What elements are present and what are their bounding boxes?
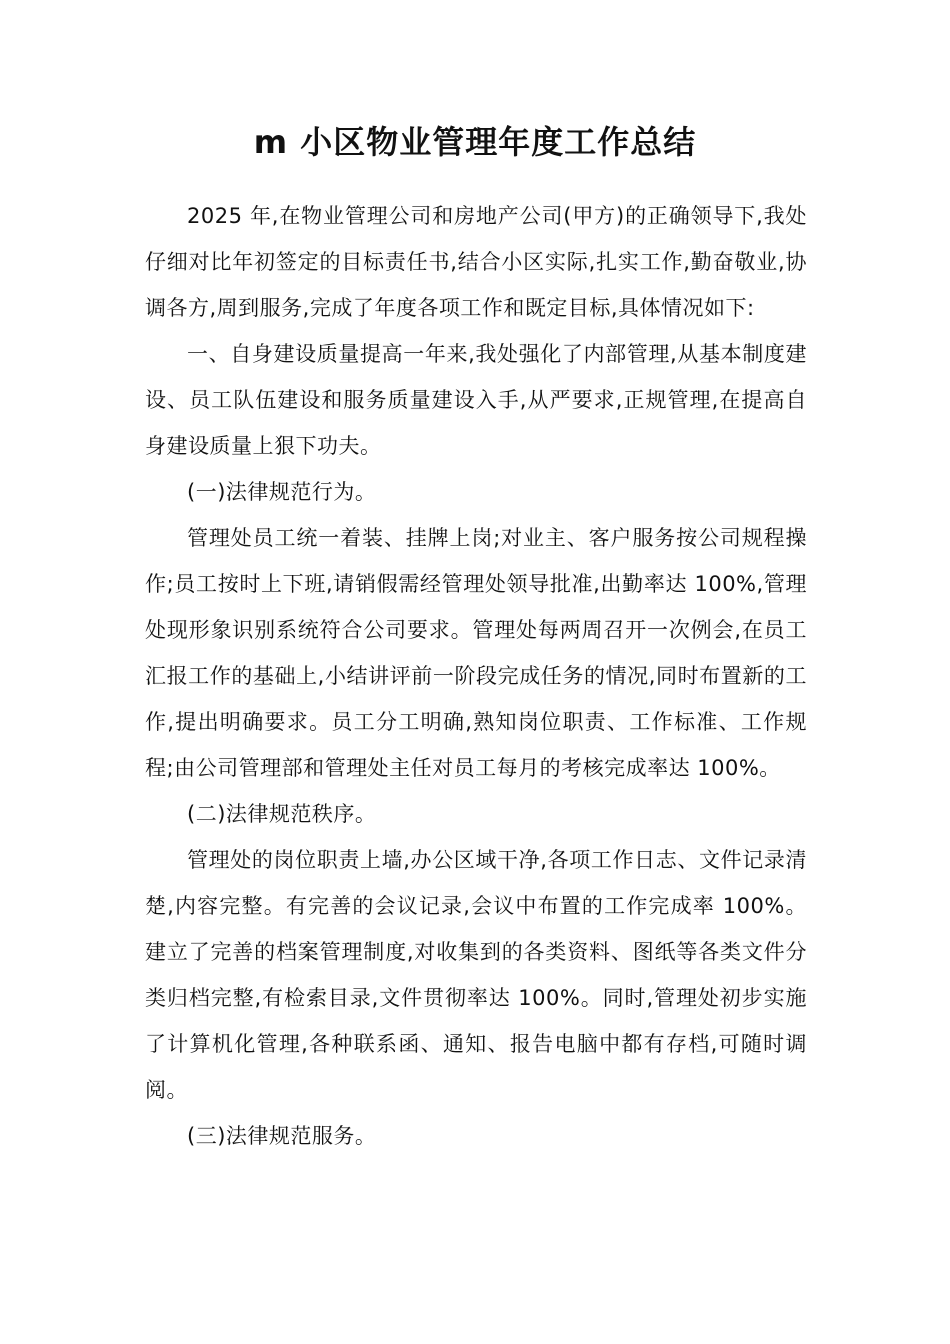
document-body [145,193,807,1159]
subsection-heading-2: (二)法律规范秩序。 [187,802,377,826]
subsection-heading-3: (三)法律规范服务。 [187,1124,377,1148]
subsection-heading-1: (一)法律规范行为。 [187,480,377,504]
document-title: m 小区物业管理年度工作总结 [253,123,697,161]
section-one-paragraph: 一、自身建设质量提高一年来,我处强化了内部管理,从基本制度建设、员工队伍建设和服务质量建设入手,从严要求,正规管理,在提高自身建设质量上狠下功夫。 [145,342,807,458]
subsection-2-paragraph: 管理处的岗位职责上墙,办公区域干净,各项工作日志、文件记录清楚,内容完整。有完善的会议记录,会议中布置的工作完成率 100%。建立了完善的档案管理制度,对收集到的各类资料、图纸等各类文件分类归档完整,有检索目录,文件贯彻率达 100%。同时,管理处初步实施了计算机化管理,各种联系函、通知、报告电脑中都有存档,可随时调阅。 [145,848,807,1102]
intro-paragraph: 2025 年,在物业管理公司和房地产公司(甲方)的正确领导下,我处仔细对比年初签定的目标责任书,结合小区实际,扎实工作,勤奋敬业,协调各方,周到服务,完成了年度各项工作和既定目标,具体情况如下: [145,204,807,320]
subsection-1-paragraph: 管理处员工统一着装、挂牌上岗;对业主、客户服务按公司规程操作;员工按时上下班,请销假需经管理处领导批准,出勤率达 100%,管理处现形象识别系统符合公司要求。管理处每两周召开一次例会,在员工汇报工作的基础上,小结讲评前一阶段完成任务的情况,同时布置新的工作,提出明确要求。员工分工明确,熟知岗位职责、工作标准、工作规程;由公司管理部和管理处主任对员工每月的考核完成率达 100%。 [145,526,807,780]
